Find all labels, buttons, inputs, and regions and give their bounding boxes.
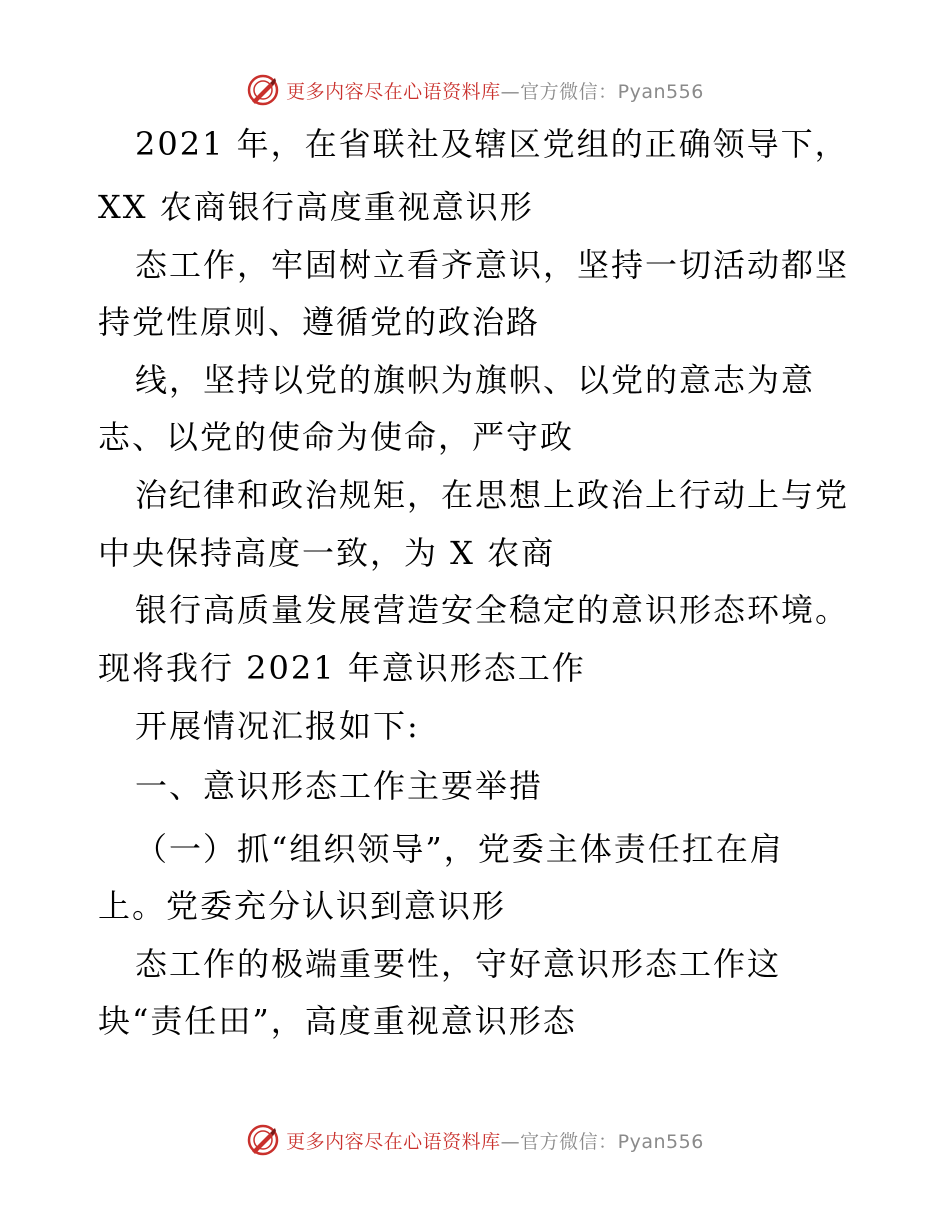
logo-icon (246, 1123, 280, 1157)
footer-banner-main: 更多内容尽在心语资料库 (286, 1130, 501, 1153)
text-line: 块“责任田”，高度重视意识形态 (98, 1002, 577, 1040)
text-line: 线，坚持以党的旗帜为旗帜、以党的意志为意 (135, 361, 816, 399)
text-line: 上。党委充分认识到意识形 (98, 887, 507, 925)
text-line: 志、以党的使命为使命，严守政 (98, 418, 575, 456)
text-line: 开展情况汇报如下: (135, 707, 420, 745)
footer-banner-suffix: 官方微信：Pyan556 (520, 1130, 704, 1153)
header-banner-main: 更多内容尽在心语资料库 (286, 80, 501, 103)
section-heading: 一、意识形态工作主要举措 (135, 767, 544, 805)
text-line: XX 农商银行高度重视意识形 (98, 188, 534, 226)
text-line: 治纪律和政治规矩，在思想上政治上行动上与党 (135, 476, 850, 514)
header-banner-separator: — (500, 80, 521, 103)
text-line: 银行高质量发展营造安全稳定的意识形态环境。 (135, 591, 850, 629)
text-line: 2021 年，在省联社及辖区党组的正确领导下， (135, 125, 849, 163)
header-banner (0, 70, 950, 110)
text-line: 中央保持高度一致，为 X 农商 (98, 534, 556, 572)
text-line: 持党性原则、遵循党的政治路 (98, 303, 541, 341)
header-banner-text (286, 77, 704, 104)
footer-banner-text (286, 1127, 704, 1154)
text-line: 现将我行 2021 年意识形态工作 (98, 649, 586, 687)
text-line: （一）抓“组织领导”，党委主体责任扛在肩 (135, 830, 784, 868)
text-line: 态工作，牢固树立看齐意识，坚持一切活动都坚 (135, 246, 850, 284)
logo-icon (246, 73, 280, 107)
footer-banner-separator: — (500, 1130, 521, 1153)
footer-banner (0, 1120, 950, 1160)
text-line: 态工作的极端重要性，守好意识形态工作这 (135, 945, 782, 983)
header-banner-suffix: 官方微信：Pyan556 (520, 80, 704, 103)
